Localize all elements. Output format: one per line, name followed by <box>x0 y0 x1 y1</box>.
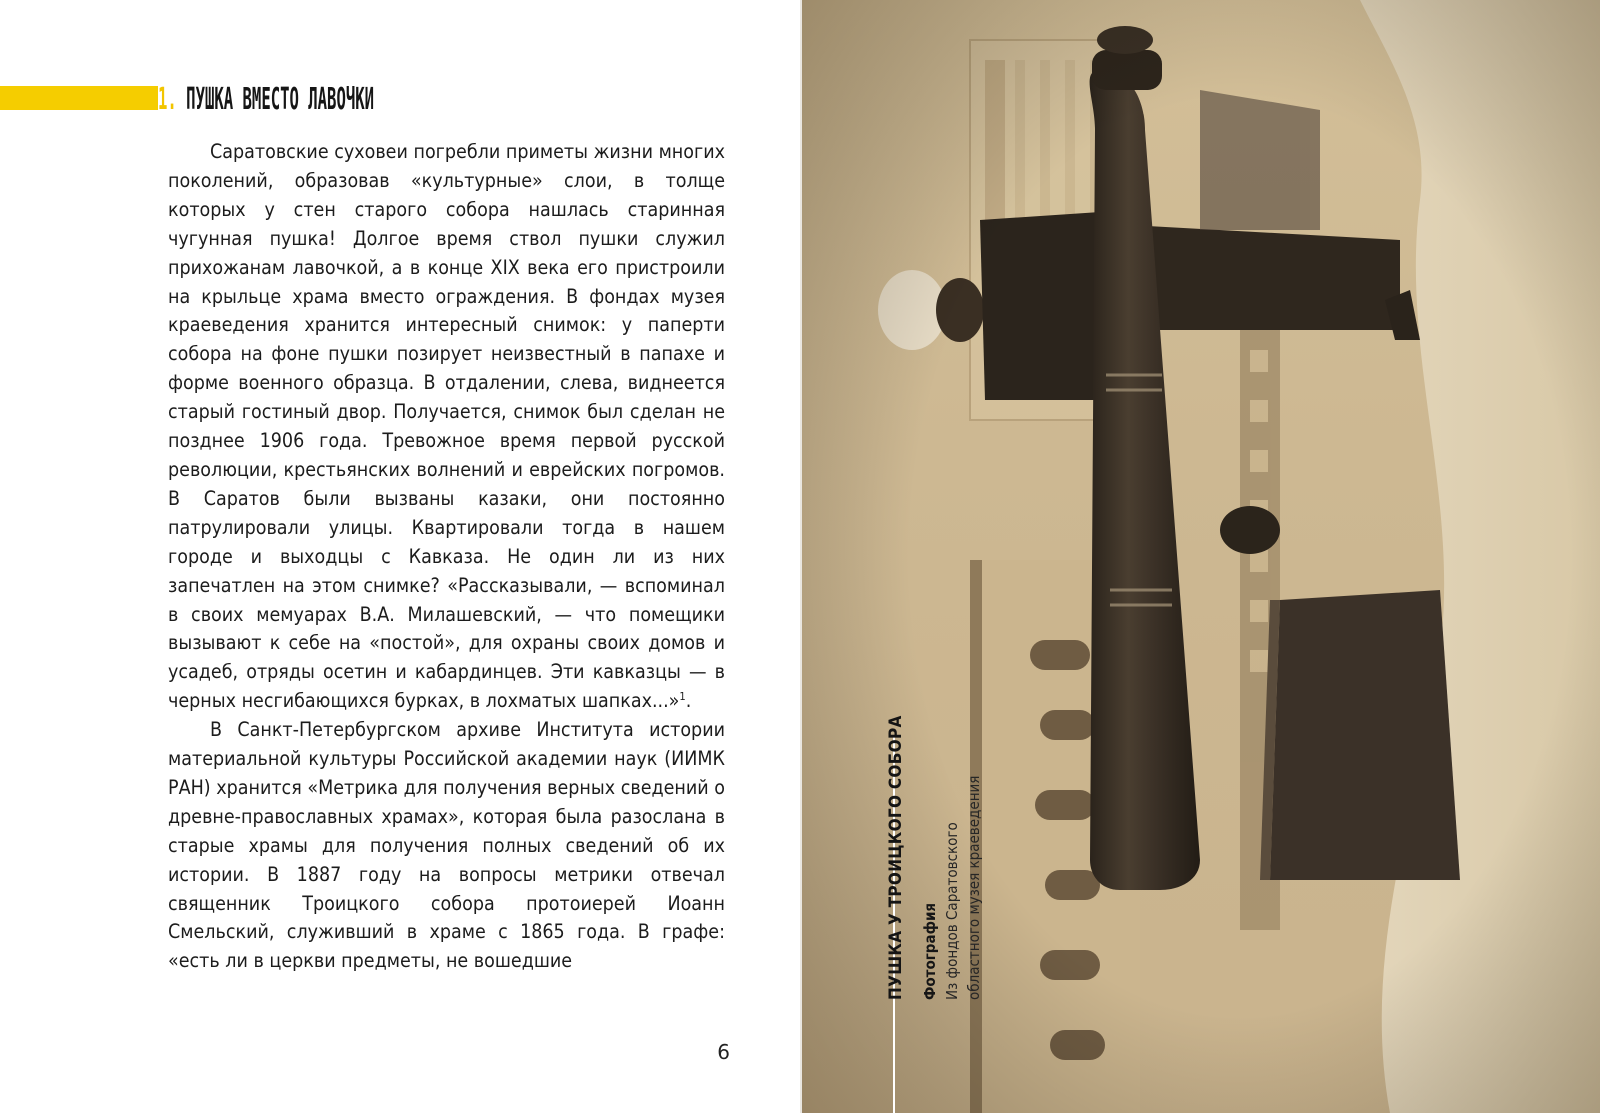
paragraph-1-end: . <box>685 689 692 713</box>
page-number: 6 <box>717 1040 730 1064</box>
chapter-heading <box>158 80 374 120</box>
caption-subtitle: Фотография <box>921 902 939 1000</box>
photo-caption <box>885 620 985 1000</box>
paragraph-2: В Санкт-Петербургском архиве Института истории материальной культуры Российской академии наук (ИИМК РАН) хранится «Метрика для получения верных сведений о древне-православных храмах», которая была разослана в старые храмы для получения полных сведений об их истории. В 1887 году на вопросы метрики отвечал священник Троицкого собора протоиерей Иоанн Смельский, служивший в храме с 1865 года. В графе: «есть ли в церкви предметы, не вошедшие <box>168 718 725 973</box>
paragraph-1 <box>168 138 725 716</box>
chapter-title: ПУШКА ВМЕСТО ЛАВОЧКИ <box>186 82 375 117</box>
caption-source-line-2: областного музея краеведения <box>965 775 983 1000</box>
heading-accent-bar <box>0 86 158 110</box>
caption-title: ПУШКА У ТРОИЦКОГО СОБОРА <box>886 715 906 1000</box>
paragraph-1-text: Саратовские суховеи погребли приметы жизни многих поколений, образовав «культурные» слои, в толще которых у стен старого собора нашлась старинная чугунная пушка! Долгое время ствол пушки служил прихожанам лавочкой, а в конце XIX века его пристроили на крыльце храма вместо ограждения. В фондах музея краеведения хранится интересный снимок: у паперти собора на фоне пушки позирует неизвестный в папахе и форме военного образца. В отдалении, слева, виднеется старый гостиный двор. Получается, снимок был сделан не позднее 1906 года. Тревожное время первой русской революции, крестьянских волнений и еврейских погромов. В Саратов были вызваны казаки, они постоянно патрулировали улицы. Квартировали тогда в нашем городе и выходцы с Кавказа. Не один ли из них запечатлен на этом снимке? «Рассказывали, — вспоминал в своих мемуарах В.А. Милашевский, — что помещики вызывают к себе на «постой», для охраны своих домов и усадеб, отряды осетин и кабардинцев. Эти кавказцы — в черных несгибающихся бурках, в лохматых шапках...» <box>168 140 725 713</box>
caption-source-line-1: Из фондов Саратовского <box>943 822 961 1000</box>
page-gutter <box>800 0 802 1113</box>
body-text <box>168 138 725 976</box>
footnote-ref[interactable]: 1 <box>679 690 686 704</box>
chapter-number: 1. <box>158 82 177 117</box>
